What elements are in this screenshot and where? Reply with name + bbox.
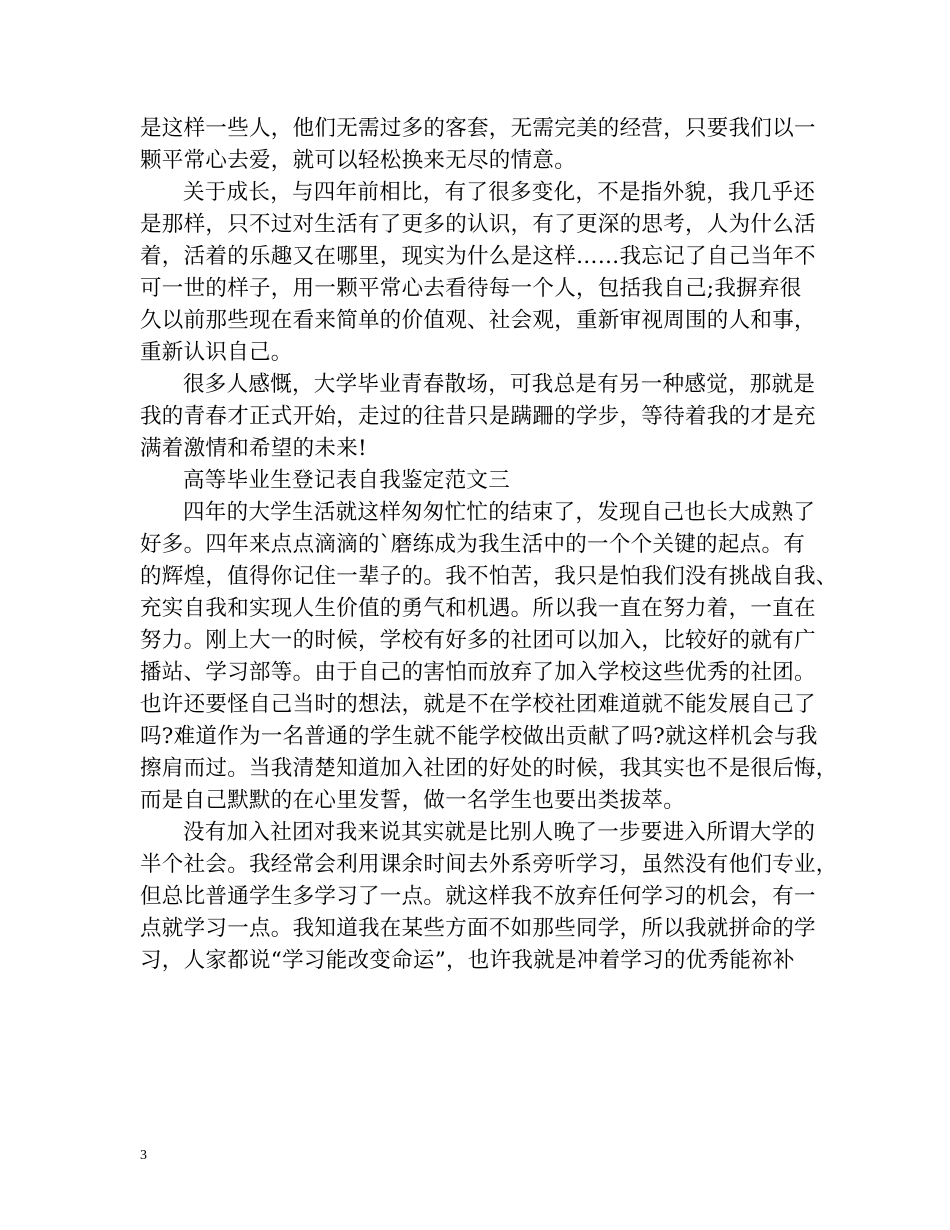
paragraph-start-line: 四年的大学生活就这样匆匆忙忙的结束了，发现自己也长大成熟了: [183, 500, 816, 525]
text-line: 点就学习一点。我知道我在某些方面不如那些同学，所以我就拼命的学: [140, 916, 816, 941]
text-line: 的辉煌，值得你记住一辈子的。我不怕苦，我只是怕我们没有挑战自我、: [140, 564, 838, 589]
text-line: 也许还要怪自己当时的想法，就是不在学校社团难道就不能发展自己了: [140, 692, 816, 717]
text-line: 满着激情和希望的未来!: [140, 436, 367, 461]
text-line: 习，人家都说“学习能改变命运”，也许我就是冲着学习的优秀能祢补: [140, 948, 795, 973]
text-line: 可一世的样子，用一颗平常心去看待每一个人，包括我自己;我摒弃很: [140, 276, 802, 301]
text-line: 久以前那些现在看来简单的价值观、社会观，重新审视周围的人和事，: [140, 308, 816, 333]
text-line: 努力。刚上大一的时候，学校有好多的社团可以加入，比较好的就有广: [140, 628, 816, 653]
text-line: 重新认识自己。: [140, 340, 293, 365]
text-line: 我的青春才正式开始，走过的往昔只是蹒跚的学步，等待着我的才是充: [140, 404, 816, 429]
text-line: 是这样一些人，他们无需过多的客套，无需完美的经营，只要我们以一: [140, 116, 816, 141]
page-content: [140, 113, 838, 977]
paragraph-start-line: 关于成长，与四年前相比，有了很多变化，不是指外貌，我几乎还: [183, 180, 816, 205]
text-line: 吗?难道作为一名普通的学生就不能学校做出贡献了吗?就这样机会与我: [140, 724, 818, 749]
text-line: 而是自己默默的在心里发誓，做一名学生也要出类拔萃。: [140, 788, 686, 813]
text-line: 好多。四年来点点滴滴的`磨练成为我生活中的一个个关键的起点。有: [140, 532, 806, 557]
text-line: 着，活着的乐趣又在哪里，现实为什么是这样……我忘记了自己当年不: [140, 244, 816, 269]
text-line: 播站、学习部等。由于自己的害怕而放弃了加入学校这些优秀的社团。: [140, 660, 816, 685]
section-heading: 高等毕业生登记表自我鉴定范文三: [183, 468, 511, 493]
text-line: 是那样，只不过对生活有了更多的认识，有了更深的思考，人为什么活: [140, 212, 816, 237]
text-line: 但总比普通学生多学习了一点。就这样我不放弃任何学习的机会，有一: [140, 884, 816, 909]
text-line: 颗平常心去爱，就可以轻松换来无尽的情意。: [140, 148, 577, 173]
text-line: 充实自我和实现人生价值的勇气和机遇。所以我一直在努力着，一直在: [140, 596, 816, 621]
page-number: 3: [140, 1148, 147, 1163]
paragraph-start-line: 很多人感慨，大学毕业青春散场，可我总是有另一种感觉，那就是: [183, 372, 816, 397]
text-line: 擦肩而过。当我清楚知道加入社团的好处的时候，我其实也不是很后悔，: [140, 756, 838, 781]
paragraph-start-line: 没有加入社团对我来说其实就是比别人晚了一步要进入所谓大学的: [183, 820, 816, 845]
text-line: 半个社会。我经常会利用课余时间去外系旁听学习，虽然没有他们专业，: [140, 852, 838, 877]
